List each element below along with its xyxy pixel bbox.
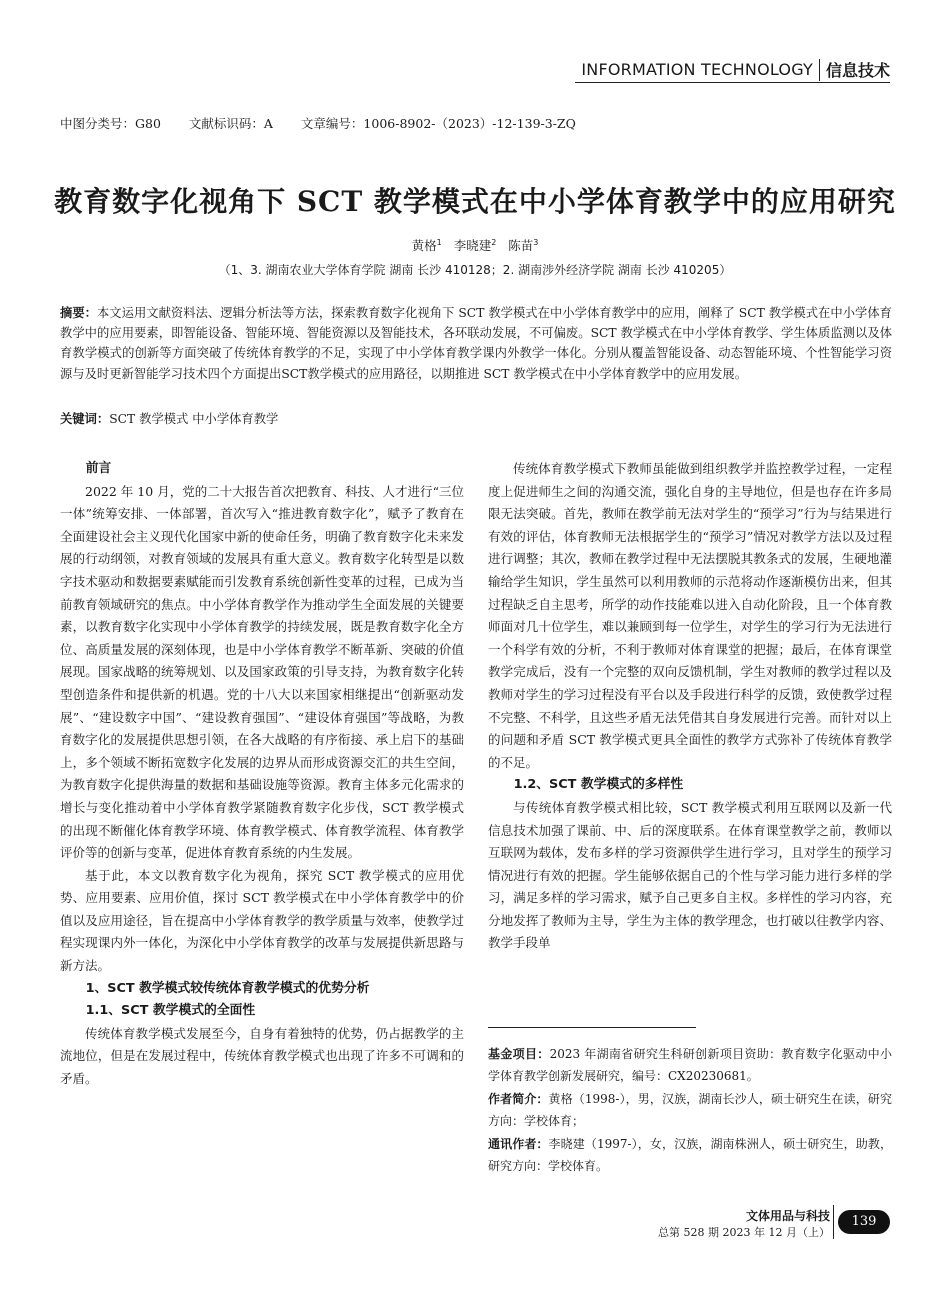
author-sup: 1 [436,237,442,247]
keywords [60,409,278,427]
abstract-label: 摘要： [60,306,97,320]
author-sup: 2 [491,237,497,247]
header-rule [575,82,890,83]
section-name-zh: 信息技术 [825,61,890,80]
corresponding-label: 通讯作者： [488,1136,549,1151]
article-no-value: 1006-8902-（2023）-12-139-3-ZQ [363,116,576,131]
intro-heading: 前言 [85,461,112,476]
section-name-en: INFORMATION TECHNOLOGY [581,60,813,79]
fund-note [488,1043,892,1088]
classification-line [60,114,576,132]
author-note-text: 黄格（1998-），男，汉族，湖南长沙人，硕士研究生在读，研究方向：学校体育； [488,1091,892,1129]
keywords-text: SCT 教学模式 中小学体育教学 [109,412,279,426]
author-name: 李晓建 [453,238,492,253]
paper-title: 教育数字化视角下 SCT 教学模式在中小学体育教学中的应用研究 [54,185,896,218]
body-paragraph: 传统体育教学模式下教师虽能做到组织教学并监控教学过程，一定程度上促进师生之间的沟通交流，强化自身的主导地位，但是也存在许多局限无法突破。首先，教师在教学前无法对学生的“预学习”行为与结果进行有效的评估，体育教师无法根据学生的“预学习”情况对教学方法以及过程进行调整；其次，教师在教学过程中无法摆脱其教条式的发展，生硬地灌输给学生知识，学生虽然可以利用教师的示范将动作逐渐模仿出来，但其过程缺乏自主思考，所学的动作技能难以进入自动化阶段，且一个体育教师面对几十位学生，难以兼顾到每一位学生，对学生的学习行为无法进行一个科学有效的分析，不利于教师对体育课堂的把握；最后，在体育课堂教学完成后，没有一个完整的双向反馈机制，学生对教师的教学过程以及教师对学生的学习过程没有平台以及手段进行科学的反馈，致使教学过程不完整、不科学，且这些矛盾无法凭借其自身发展进行完善。而针对以上的问题和矛盾 SCT 教学模式更具全面性的教学方式弥补了传统体育教学的不足。 [488,461,892,770]
footnotes [488,1043,892,1177]
author-name: 黄格 [411,238,437,253]
fund-text: 2023 年湖南省研究生科研创新项目资助：教育数字化驱动中小学体育教学创新发展研究，编号：CX20230681。 [488,1047,892,1084]
abstract [60,303,892,384]
abstract-text: 本文运用文献资料法、逻辑分析法等方法，探索教育数字化视角下 SCT 教学模式在中小学体育教学中的应用，阐释了 SCT 教学模式在中小学体育教学中的应用要素，即智能设备、智能环境、智能资源以及智能技术，各环联动发展，不可偏废。SCT 教学模式在中小学体育教学、学生体质监测以及体育教学模式的创新等方面突破了传统体育教学的不足，实现了中小学体育教学课内外教学一体化。分别从覆盖智能设备、动态智能环境、个性智能学习资源与及时更新智能学习技术四个方面提出SCT教学模式的应用路径，以期推进 SCT 教学模式在中小学体育教学中的应用发展。 [60,306,892,381]
body-paragraph: 2022 年 10 月，党的二十大报告首次把教育、科技、人才进行“三位一体”统筹安排、一体部署，首次写入“推进教育数字化”，赋予了教育在全面建设社会主义现代化国家中新的使命任务，明确了教育数字化未来发展的行动纲领，对教育领域的发展具有重大意义。教育数字化转型是以数字技术驱动和数据要素赋能而引发教育系统创新性变革的过程，已成为当前教育领域研究的焦点。中小学体育教学作为推动学生全面发展的关键要素，以教育数字化实现中小学体育教学的持续发展，既是教育数字化全方位、高质量发展的深刻体现，也是中小学体育教学不断革新、突破的价值展现。国家战略的统筹规划、以及国家政策的引导支持，为教育数字化转型创造条件和提供新的机遇。党的十八大以来国家相继提出“创新驱动发展”、“建设数字中国”、“建设教育强国”、“建设体育强国”等战略，为教育数字化的发展提供思想引领，在各大战略的有序衔接、承上启下的基础上，多个领域不断拓宽数字化发展的边界从而形成资源交汇的共生空间，为教育数字化提供海量的数据和基础设施等资源。教育主体多元化需求的增长与变化推动着中小学体育教学紧随教育数字化步伐，SCT 教学模式的出现不断催化体育教学环境、体育教学模式、体育教学流程、体育教学评价等的创新与变革，促进体育教育系统的内生发展。 [60,483,464,861]
subsection-heading: 1.2、SCT 教学模式的多样性 [513,777,684,793]
left-column [60,458,464,1091]
clc-label: 中图分类号： [60,116,136,131]
fund-label: 基金项目： [488,1047,550,1061]
body-paragraph: 基于此，本文以教育数字化为视角，探究 SCT 教学模式的应用优势、应用要素、应用价值，探讨 SCT 教学模式在中小学体育教学中的价值以及应用途径，旨在提高中小学体育教学的教学质量与效率，使教学过程实现课内外一体化，为深化中小学体育教学的改革与发展提供新思路与新方法。 [60,867,464,974]
subsection-heading: 1.1、SCT 教学模式的全面性 [85,1003,256,1019]
corresponding-text: 李晓建（1997-），女，汉族，湖南株洲人，硕士研究生，助教，研究方向：学校体育。 [488,1136,892,1174]
author-sup: 3 [533,237,539,247]
section-heading: 1、SCT 教学模式较传统体育教学模式的优势分析 [85,980,370,996]
body-paragraph: 传统体育教学模式发展至今，自身有着独特的优势，仍占据教学的主流地位，但是在发展过程中，传统体育教学模式也出现了许多不可调和的矛盾。 [60,1025,464,1087]
journal-name: 文体用品与科技 [745,1209,830,1223]
footer-separator [833,1205,834,1239]
article-no-label: 文章编号： [300,116,364,131]
author-list [0,236,950,254]
page-number: 139 [838,1210,890,1234]
issue-info: 总第 528 期 2023 年 12 月（上） [658,1226,830,1239]
clc-value: G80 [135,116,161,131]
footnote-rule [488,1027,696,1028]
header-separator [819,59,820,81]
author-note-label: 作者简介： [488,1091,549,1106]
keywords-label: 关键词： [60,412,110,426]
running-header [581,58,890,81]
right-column [488,458,892,955]
author-name: 陈苗 [508,238,534,253]
body-paragraph: 与传统体育教学模式相比较，SCT 教学模式利用互联网以及新一代信息技术加强了课前、中、后的深度联系。在体育课堂教学之前，教师以互联网为载体，发布多样的学习资源供学生进行学习，且对学生的预学习情况进行有效的把握。学生能够依据自己的个性与学习能力进行多样的学习，满足多样的学习需求，赋予自己更多自主权。多样性的学习内容，充分地发挥了教师为主导，学生为主体的教学理念，也打破以往教学内容、教学手段单 [488,799,892,951]
doc-code-value: A [263,116,273,131]
corresponding-note [488,1133,892,1178]
author-note [488,1088,892,1133]
affiliation: （1、3. 湖南农业大学体育学院 湖南 长沙 410128；2. 湖南涉外经济学院 湖南 长沙 410205） [218,263,732,277]
doc-code-label: 文献标识码： [188,116,264,131]
